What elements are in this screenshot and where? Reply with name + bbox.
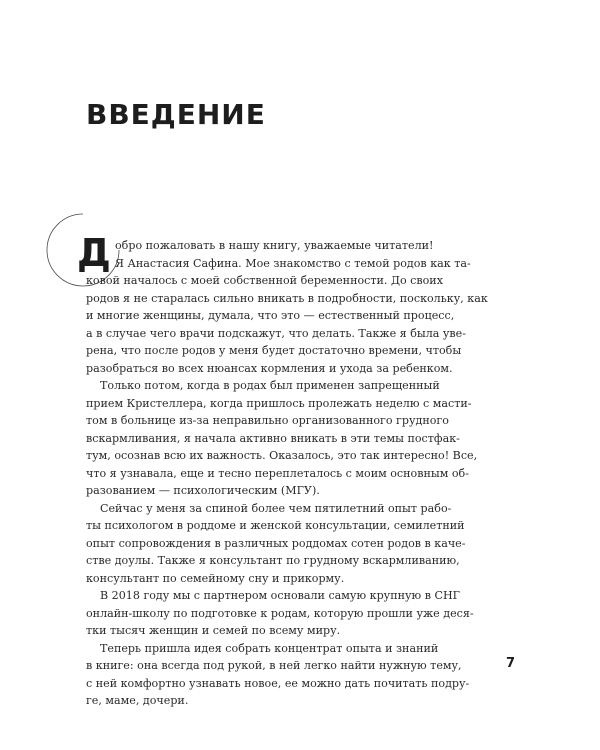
text-line: тум, осознав всю их важность. Оказалось, это так интересно! Все, <box>86 449 478 462</box>
text-line: Я Анастасия Сафина. Мое знакомство с темой родов как та- <box>115 256 471 270</box>
text-line: стве доулы. Также я консультант по грудному вскармливанию, <box>86 554 460 567</box>
text-line: консультант по семейному сну и прикорму. <box>86 571 345 585</box>
text-line: Сейчас у меня за спиной более чем пятилетний опыт рабо- <box>100 501 452 515</box>
drop-cap: Д <box>77 231 111 275</box>
text-line: рена, что после родов у меня будет достаточно времени, чтобы <box>86 344 462 357</box>
text-line: прием Кристеллера, когда пришлось пролежать неделю с масти- <box>86 396 472 410</box>
text-line: вскармливания, я начала активно вникать в эти темы постфак- <box>86 431 460 445</box>
text-line: опыт сопровождения в различных роддомах сотен родов в каче- <box>86 536 466 550</box>
text-line: а в случае чего врачи подскажут, что делать. Также я была уве- <box>86 326 466 340</box>
chapter-title: ВВЕДЕНИЕ <box>86 98 266 131</box>
text-line: разобраться во всех нюансах кормления и ухода за ребенком. <box>86 361 453 375</box>
text-line: в книге: она всегда под рукой, в ней легко найти нужную тему, <box>86 659 462 672</box>
text-line: ты психологом в роддоме и женской консультации, семилетний <box>86 519 465 532</box>
text-line: и многие женщины, думала, что это — естественный процесс, <box>86 309 455 322</box>
text-line: ге, маме, дочери. <box>86 694 189 707</box>
text-line: том в больнице из-за неправильно организованного грудного <box>86 414 449 427</box>
text-line: что я узнавала, еще и тесно переплеталось с моим основным об- <box>86 466 469 480</box>
page-number: 7 <box>506 656 516 671</box>
text-line: с ней комфортно узнавать новое, ее можно дать почитать подру- <box>86 676 470 690</box>
text-line: обро пожаловать в нашу книгу, уважаемые читатели! <box>115 239 434 252</box>
text-line: разованием — психологическим (МГУ). <box>86 484 320 497</box>
text-line: родов я не старалась сильно вникать в подробности, поскольку, как <box>86 291 488 305</box>
text-line: тки тысяч женщин и семей по всему миру. <box>86 624 341 637</box>
text-line: ковой началось с моей собственной беременности. До своих <box>86 274 443 287</box>
text-line: Только потом, когда в родах был применен запрещенный <box>100 379 440 392</box>
body-text <box>86 237 504 710</box>
text-line: В 2018 году мы с партнером основали самую крупную в СНГ <box>100 589 460 602</box>
text-line: онлайн-школу по подготовке к родам, которую прошли уже деся- <box>86 606 474 620</box>
text-line: Теперь пришла идея собрать концентрат опыта и знаний <box>100 641 439 655</box>
